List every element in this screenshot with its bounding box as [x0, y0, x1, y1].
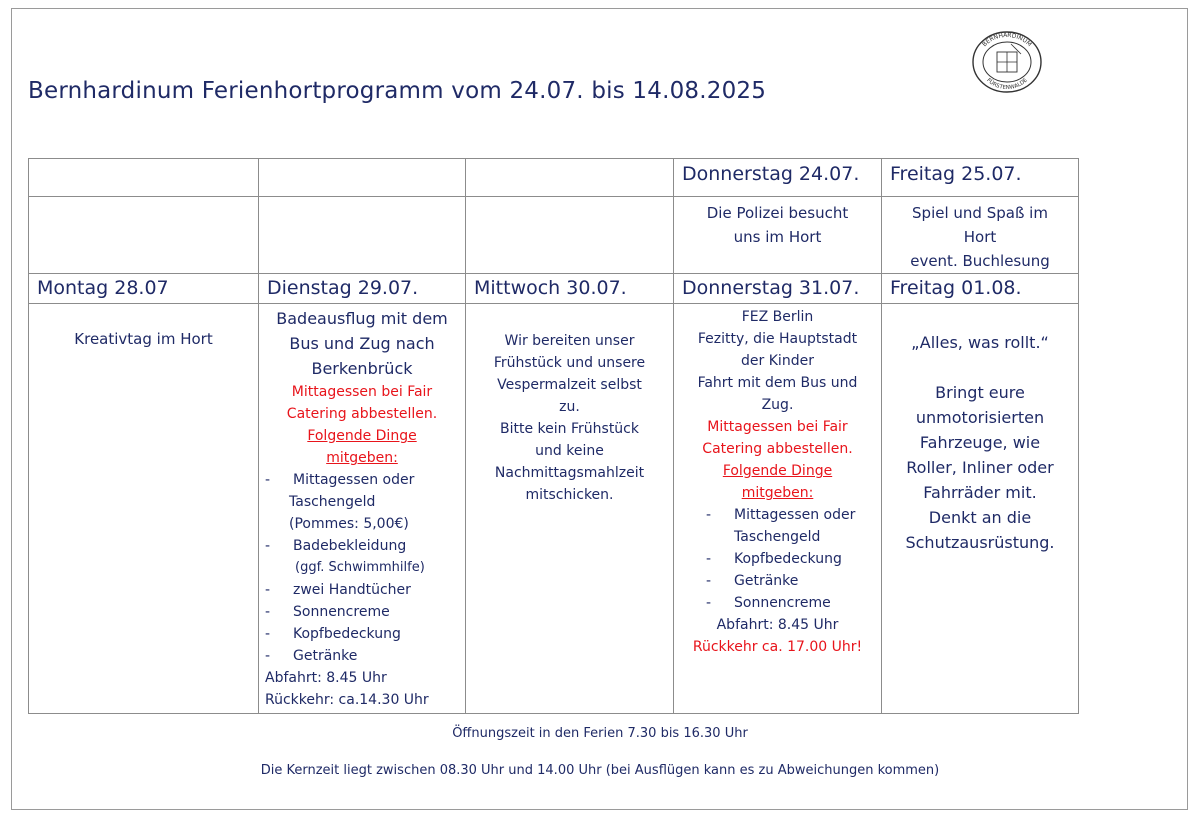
creative-day-text: Kreativtag im Hort	[74, 330, 213, 348]
wednesday-line-2: Frühstück und unsere	[493, 355, 646, 371]
seal-top-text: BERNHARDINUM	[981, 31, 1033, 49]
thursday-return: Rückkehr ca. 17.00 Uhr!	[692, 639, 863, 655]
fez-line-4: Fahrt mit dem Bus und	[697, 375, 858, 391]
thursday-departure: Abfahrt: 8.45 Uhr	[716, 617, 839, 633]
list-item: - Kopfbedeckung	[706, 551, 842, 567]
list-item-cont: (Pommes: 5,00€)	[289, 516, 409, 532]
fez-line-2: Fezitty, die Hauptstadt	[697, 331, 858, 347]
fun-line-3: event. Buchlesung	[910, 252, 1050, 270]
cell-tuesday-2907	[259, 304, 466, 714]
tuesday-packing-list	[259, 469, 465, 667]
fez-line-1: FEZ Berlin	[741, 309, 814, 325]
bring-things-line-1: Folgende Dinge	[307, 428, 417, 444]
page-title: Bernhardinum Ferienhortprogramm vom 24.07. bis 14.08.2025	[28, 78, 767, 104]
list-item-cont: Taschengeld	[734, 529, 821, 545]
list-item: - Badebekleidung	[265, 538, 407, 554]
cancel-lunch-line-1: Mittagessen bei Fair	[291, 384, 433, 400]
fun-line-2: Hort	[963, 228, 997, 246]
fez-line-5: Zug.	[761, 397, 794, 413]
cell-wednesday-3007	[466, 304, 674, 714]
cancel-lunch-line-2: Catering abbestellen.	[702, 441, 853, 457]
week2-content-row	[29, 304, 1079, 714]
wednesday-line-8: mitschicken.	[525, 487, 614, 503]
list-item: - Sonnencreme	[265, 604, 390, 620]
list-item-cont: (ggf. Schwimmhilfe)	[295, 560, 425, 575]
header-empty-2	[259, 159, 466, 197]
list-item: - Getränke	[265, 648, 358, 664]
bring-things-line-1: Folgende Dinge	[722, 463, 833, 479]
list-item: - Mittagessen oder	[706, 507, 856, 523]
rolling-line-5: Fahrräder mit.	[923, 483, 1037, 502]
header-thursday-3107: Donnerstag 31.07.	[674, 274, 882, 304]
wednesday-line-6: und keine	[535, 443, 604, 459]
list-item: - zwei Handtücher	[265, 582, 411, 598]
tuesday-departure: Abfahrt: 8.45 Uhr	[265, 670, 387, 686]
svg-text:BERNHARDINUM	[981, 32, 1033, 48]
cell-monday-2807	[29, 304, 259, 714]
cell-friday-0108	[882, 304, 1079, 714]
cell-thursday-2407	[674, 197, 882, 274]
school-seal-icon	[971, 30, 1043, 94]
header-empty-1	[29, 159, 259, 197]
swim-trip-line-3: Berkenbrück	[311, 359, 413, 378]
core-hours: Die Kernzeit liegt zwischen 08.30 Uhr und 14.00 Uhr (bei Ausflügen kann es zu Abweichungen kommen)	[260, 763, 940, 778]
rolling-line-7: Schutzausrüstung.	[905, 533, 1055, 552]
opening-hours: Öffnungszeit in den Ferien 7.30 bis 16.30 Uhr	[452, 726, 748, 741]
header-monday-2807: Montag 28.07	[29, 274, 259, 304]
rolling-line-6: Denkt an die	[928, 508, 1032, 527]
police-visit-line-2: uns im Hort	[733, 228, 822, 246]
header-friday-2507: Freitag 25.07.	[882, 159, 1079, 197]
tuesday-return: Rückkehr: ca.14.30 Uhr	[265, 692, 429, 708]
police-visit-line-1: Die Polizei besucht	[706, 204, 849, 222]
cell-empty-3	[466, 197, 674, 274]
thursday-packing-list	[674, 504, 881, 614]
header-thursday-2407: Donnerstag 24.07.	[674, 159, 882, 197]
list-item: - Getränke	[706, 573, 799, 589]
wednesday-line-4: zu.	[559, 399, 580, 415]
swim-trip-line-2: Bus und Zug nach	[289, 334, 435, 353]
rolling-line-1: Bringt eure	[935, 383, 1025, 402]
bring-things-line-2: mitgeben:	[326, 450, 398, 466]
week2-header-row	[29, 274, 1079, 304]
header-friday-0108: Freitag 01.08.	[882, 274, 1079, 304]
fun-line-1: Spiel und Spaß im	[912, 204, 1048, 222]
wednesday-line-5: Bitte kein Frühstück	[500, 421, 639, 437]
cell-empty-1	[29, 197, 259, 274]
cell-empty-2	[259, 197, 466, 274]
cancel-lunch-line-2: Catering abbestellen.	[286, 406, 438, 422]
fez-line-3: der Kinder	[741, 353, 814, 369]
rolling-line-4: Roller, Inliner oder	[906, 458, 1054, 477]
header-empty-3	[466, 159, 674, 197]
wednesday-line-3: Vespermalzeit selbst	[497, 377, 642, 393]
cancel-lunch-line-1: Mittagessen bei Fair	[707, 419, 848, 435]
swim-trip-line-1: Badeausflug mit dem	[276, 309, 448, 328]
program-table	[28, 158, 1079, 714]
rolling-line-2: unmotorisierten	[915, 408, 1045, 427]
list-item: - Mittagessen oder	[265, 472, 415, 488]
wednesday-line-1: Wir bereiten unser	[504, 333, 635, 349]
list-item-cont: Taschengeld	[289, 494, 376, 510]
rolling-line-3: Fahrzeuge, wie	[919, 433, 1041, 452]
week1-header-row	[29, 159, 1079, 197]
wednesday-line-7: Nachmittagsmahlzeit	[494, 465, 645, 481]
cell-thursday-3107	[674, 304, 882, 714]
header-tuesday-2907: Dienstag 29.07.	[259, 274, 466, 304]
bring-things-line-2: mitgeben:	[741, 485, 814, 501]
list-item: - Sonnencreme	[706, 595, 831, 611]
seal-bottom-text: FÜRSTENWALDE	[985, 77, 1029, 92]
rolling-quote: „Alles, was rollt.“	[911, 333, 1049, 352]
week1-content-row	[29, 197, 1079, 274]
cell-friday-2507	[882, 197, 1079, 274]
header-wednesday-3007: Mittwoch 30.07.	[466, 274, 674, 304]
list-item: - Kopfbedeckung	[265, 626, 401, 642]
